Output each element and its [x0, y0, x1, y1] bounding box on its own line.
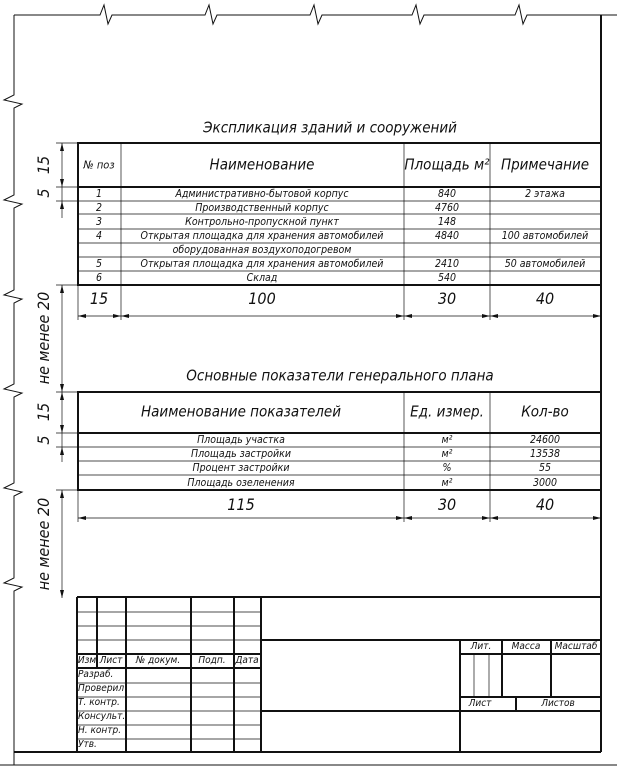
table1-width-dim: 15: [89, 289, 109, 308]
table2-header: Наименование показателей: [141, 402, 341, 421]
title-block-role: Н. контр.: [78, 725, 122, 736]
table2-title: Основные показатели генерального плана: [186, 366, 494, 385]
title-block-role: Утв.: [78, 739, 97, 750]
table2-cell: Площадь озеленения: [187, 476, 295, 489]
title-block-role: Проверил: [78, 683, 125, 694]
table2-cell: Площадь застройки: [191, 447, 291, 460]
table1-width-dim: 40: [535, 289, 555, 308]
side-dim-header: 15: [34, 402, 53, 422]
table2-cell: м²: [441, 476, 453, 489]
table1-width-dim: 100: [248, 289, 276, 308]
title-block-column: Подп.: [198, 655, 226, 666]
table2-cell: 24600: [529, 433, 561, 446]
table1-cell: 4: [95, 229, 103, 242]
table1-header-area: Площадь м²: [404, 155, 490, 174]
table1-cell: 3: [95, 215, 103, 228]
table1-cell: 100 автомобилей: [501, 229, 589, 242]
side-dim-row: 5: [34, 188, 53, 198]
table1-cell: 5: [95, 257, 103, 270]
table1-cell: 2 этажа: [525, 187, 565, 200]
table1-cell: Административно-бытовой корпус: [175, 187, 349, 200]
title-block-role: Т. контр.: [78, 697, 120, 708]
table1-width-dim: 30: [437, 289, 457, 308]
title-block-column: № докум.: [135, 655, 181, 666]
table1-cell: 1: [95, 187, 103, 200]
table1-cell: Открытая площадка для хранения автомобилей: [140, 229, 384, 242]
title-block-sheet: Лист: [468, 698, 492, 709]
table1-header-note: Примечание: [500, 155, 590, 174]
table1-cell: Открытая площадка для хранения автомобилей: [140, 257, 384, 270]
table1-cell: 148: [437, 215, 457, 228]
table1-cell: 840: [437, 187, 457, 200]
table1-title: Экспликация зданий и сооружений: [203, 118, 457, 137]
table2-width-dim: 30: [437, 495, 457, 514]
table2-cell: Площадь участка: [197, 433, 285, 446]
table2-cell: 3000: [532, 476, 558, 489]
table1-cell: оборудованная воздухоподогревом: [172, 243, 352, 256]
table1-cell: Склад: [246, 271, 278, 284]
table1-cell: 2: [95, 201, 103, 214]
table1-cell: 2410: [434, 257, 460, 270]
table1-cell: 4840: [434, 229, 460, 242]
table1-cell: Производственный корпус: [195, 201, 329, 214]
table2-cell: 55: [538, 461, 552, 474]
title-block-role: Консульт.: [78, 711, 126, 722]
table2-cell: Процент застройки: [192, 461, 290, 474]
table2-cell: %: [442, 461, 452, 474]
title-block-column: Дата: [235, 655, 259, 666]
title-block-lit: Лит.: [470, 641, 492, 652]
table1-header-num: № поз: [83, 158, 115, 172]
top-edge: [14, 5, 617, 24]
left-edge: [4, 15, 22, 765]
side-dim-header: 15: [34, 155, 53, 175]
table2-width-dim: 115: [227, 495, 255, 514]
title-block-column: Изм: [77, 655, 97, 666]
table2-width-dim: 40: [535, 495, 555, 514]
table2-header: Кол-во: [521, 402, 569, 421]
table1-cell: 540: [437, 271, 457, 284]
table2-header: Ед. измер.: [410, 402, 484, 421]
title-block-sheets: Листов: [541, 698, 575, 709]
title-block-column: Лист: [99, 655, 123, 666]
table2-cell: м²: [441, 433, 453, 446]
side-dim-gap: не менее 20: [34, 497, 53, 591]
table1-cell: Контрольно-пропускной пункт: [185, 215, 339, 228]
table2-cell: 13538: [529, 447, 561, 460]
title-block-role: Разраб.: [78, 669, 114, 680]
table1-cell: 50 автомобилей: [504, 257, 586, 270]
title-block-mass: Масса: [511, 641, 541, 652]
title-block-scale: Масштаб: [554, 641, 598, 652]
side-dim-row: 5: [34, 435, 53, 445]
table1-cell: 6: [95, 271, 103, 284]
table2-cell: м²: [441, 447, 453, 460]
table1-cell: 4760: [434, 201, 460, 214]
table1-header-name: Наименование: [209, 155, 315, 174]
side-dim-gap: не менее 20: [34, 291, 53, 385]
